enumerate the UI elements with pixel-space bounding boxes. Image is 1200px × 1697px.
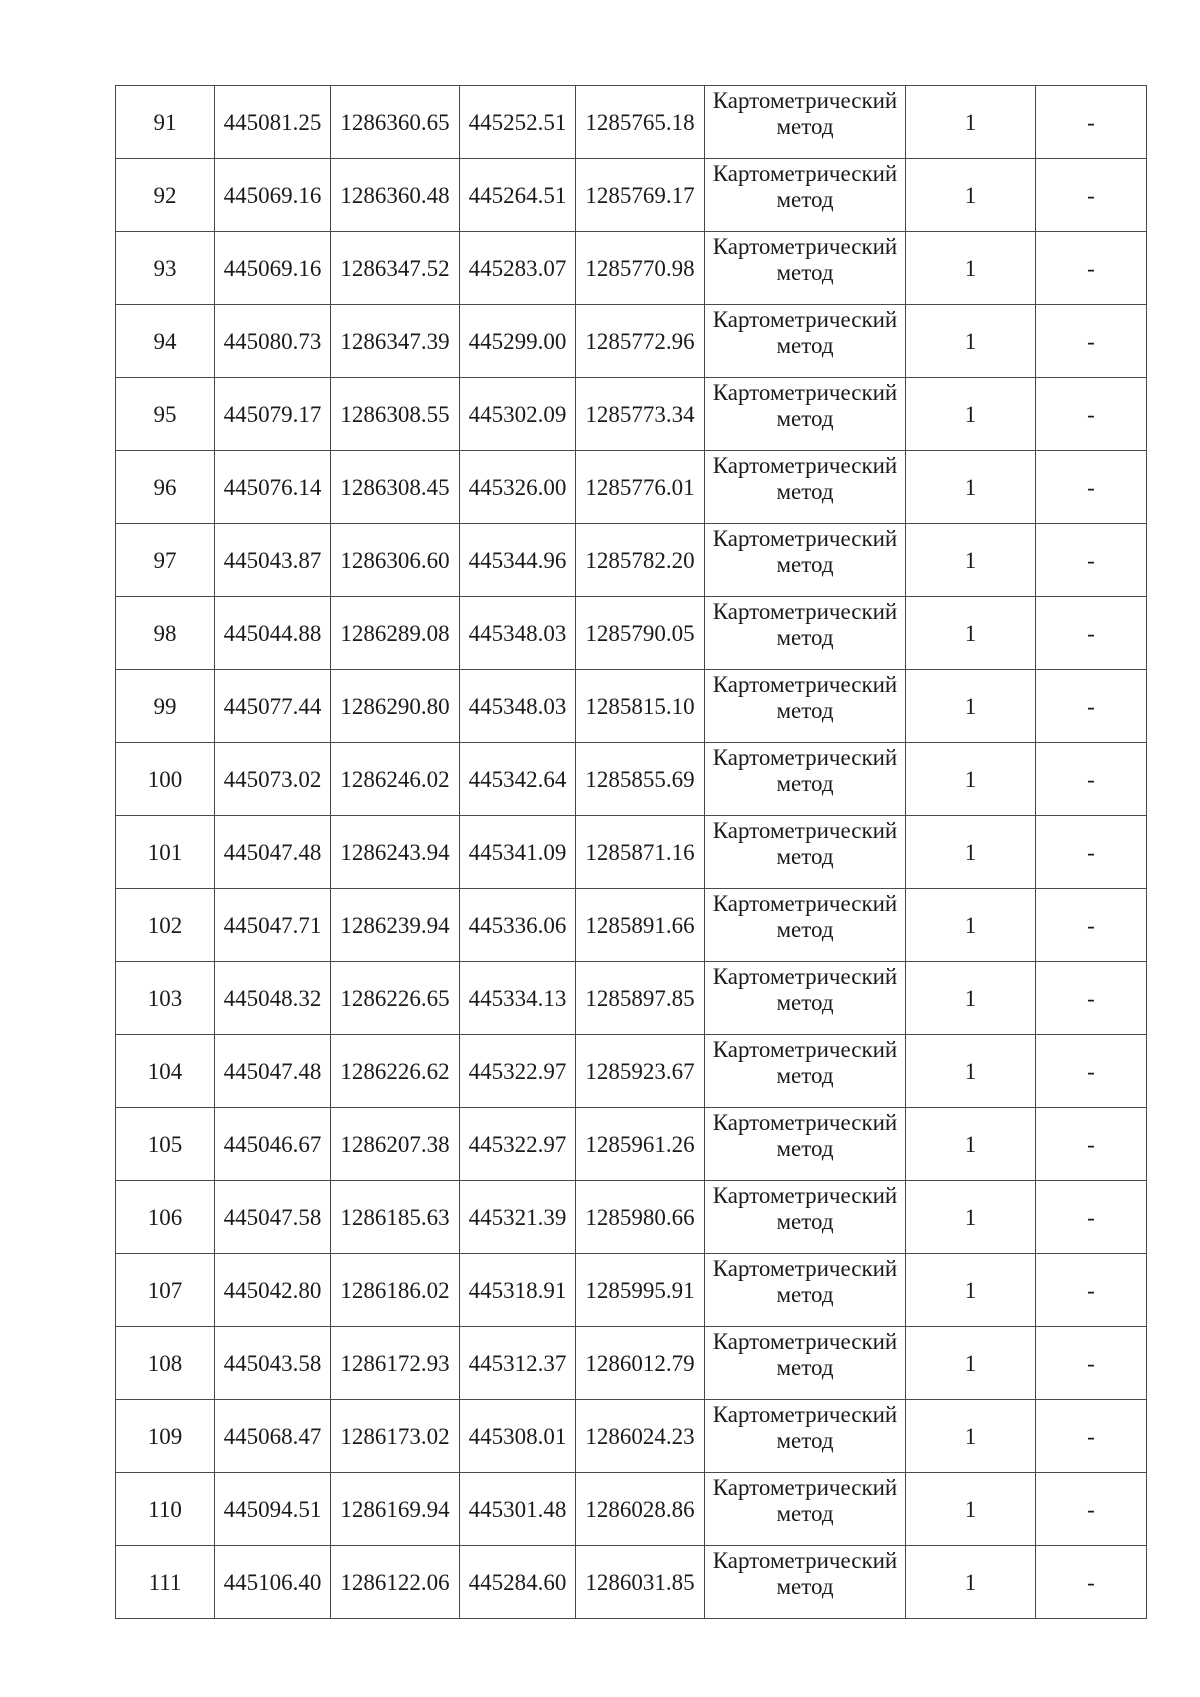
x-coordinate-cell: 445048.32 <box>215 962 331 1035</box>
x-coordinate-cell: 445080.73 <box>215 305 331 378</box>
point-number-cell: 93 <box>116 232 215 305</box>
point-number-cell: 104 <box>116 1035 215 1108</box>
accuracy-cell: 1 <box>906 597 1036 670</box>
table-row <box>116 1400 1147 1473</box>
point-number-cell: 96 <box>116 451 215 524</box>
table-row <box>116 1327 1147 1400</box>
method-line-1: Картометрический <box>712 1110 898 1135</box>
point-number-cell: 98 <box>116 597 215 670</box>
x-coordinate-cell: 445073.02 <box>215 743 331 816</box>
method-cell <box>705 378 906 451</box>
remark-cell: - <box>1036 1035 1147 1108</box>
method-line-1: Картометрический <box>712 1548 898 1573</box>
table-row <box>116 1546 1147 1619</box>
y2-coordinate-cell: 1286031.85 <box>576 1546 705 1619</box>
x-coordinate-cell: 445046.67 <box>215 1108 331 1181</box>
table-row <box>116 159 1147 232</box>
table-row <box>116 889 1147 962</box>
remark-cell: - <box>1036 305 1147 378</box>
method-line-2: метод <box>776 698 834 723</box>
method-line-1: Картометрический <box>712 818 898 843</box>
y2-coordinate-cell: 1285891.66 <box>576 889 705 962</box>
method-line-2: метод <box>776 406 834 431</box>
method-line-1: Картометрический <box>712 234 898 259</box>
remark-cell: - <box>1036 232 1147 305</box>
y-coordinate-cell: 1286186.02 <box>331 1254 460 1327</box>
method-line-1: Картометрический <box>712 1402 898 1427</box>
point-number-cell: 108 <box>116 1327 215 1400</box>
x-coordinate-cell: 445042.80 <box>215 1254 331 1327</box>
method-line-2: метод <box>776 1209 834 1234</box>
x2-coordinate-cell: 445344.96 <box>460 524 576 597</box>
x2-coordinate-cell: 445283.07 <box>460 232 576 305</box>
y-coordinate-cell: 1286173.02 <box>331 1400 460 1473</box>
x-coordinate-cell: 445081.25 <box>215 86 331 159</box>
method-line-2: метод <box>776 1063 834 1088</box>
remark-cell: - <box>1036 816 1147 889</box>
y-coordinate-cell: 1286243.94 <box>331 816 460 889</box>
table-row <box>116 962 1147 1035</box>
point-number-cell: 101 <box>116 816 215 889</box>
method-line-1: Картометрический <box>712 1183 898 1208</box>
remark-cell: - <box>1036 1400 1147 1473</box>
method-line-1: Картометрический <box>712 891 898 916</box>
method-line-1: Картометрический <box>712 1037 898 1062</box>
point-number-cell: 97 <box>116 524 215 597</box>
table-body <box>116 86 1147 1619</box>
point-number-cell: 105 <box>116 1108 215 1181</box>
y2-coordinate-cell: 1285765.18 <box>576 86 705 159</box>
method-cell <box>705 816 906 889</box>
x-coordinate-cell: 445047.48 <box>215 1035 331 1108</box>
y2-coordinate-cell: 1285773.34 <box>576 378 705 451</box>
x-coordinate-cell: 445043.87 <box>215 524 331 597</box>
table-row <box>116 451 1147 524</box>
x-coordinate-cell: 445077.44 <box>215 670 331 743</box>
remark-cell: - <box>1036 451 1147 524</box>
y2-coordinate-cell: 1285923.67 <box>576 1035 705 1108</box>
accuracy-cell: 1 <box>906 1473 1036 1546</box>
point-number-cell: 91 <box>116 86 215 159</box>
method-line-1: Картометрический <box>712 964 898 989</box>
x-coordinate-cell: 445047.71 <box>215 889 331 962</box>
remark-cell: - <box>1036 743 1147 816</box>
y-coordinate-cell: 1286207.38 <box>331 1108 460 1181</box>
method-line-2: метод <box>776 625 834 650</box>
x-coordinate-cell: 445106.40 <box>215 1546 331 1619</box>
y2-coordinate-cell: 1285776.01 <box>576 451 705 524</box>
x-coordinate-cell: 445047.58 <box>215 1181 331 1254</box>
x2-coordinate-cell: 445318.91 <box>460 1254 576 1327</box>
method-cell <box>705 86 906 159</box>
y2-coordinate-cell: 1285995.91 <box>576 1254 705 1327</box>
y-coordinate-cell: 1286308.55 <box>331 378 460 451</box>
remark-cell: - <box>1036 159 1147 232</box>
coordinates-table <box>115 85 1147 1619</box>
y2-coordinate-cell: 1286024.23 <box>576 1400 705 1473</box>
method-line-2: метод <box>776 260 834 285</box>
accuracy-cell: 1 <box>906 1035 1036 1108</box>
accuracy-cell: 1 <box>906 962 1036 1035</box>
method-cell <box>705 1546 906 1619</box>
method-line-2: метод <box>776 187 834 212</box>
table-row <box>116 86 1147 159</box>
method-line-2: метод <box>776 771 834 796</box>
y-coordinate-cell: 1286289.08 <box>331 597 460 670</box>
accuracy-cell: 1 <box>906 1546 1036 1619</box>
y-coordinate-cell: 1286290.80 <box>331 670 460 743</box>
table-row <box>116 1108 1147 1181</box>
remark-cell: - <box>1036 1108 1147 1181</box>
point-number-cell: 111 <box>116 1546 215 1619</box>
y-coordinate-cell: 1286360.48 <box>331 159 460 232</box>
method-line-2: метод <box>776 1136 834 1161</box>
method-line-1: Картометрический <box>712 453 898 478</box>
method-line-2: метод <box>776 1355 834 1380</box>
method-line-2: метод <box>776 1282 834 1307</box>
accuracy-cell: 1 <box>906 1108 1036 1181</box>
table-row <box>116 1181 1147 1254</box>
x2-coordinate-cell: 445312.37 <box>460 1327 576 1400</box>
x2-coordinate-cell: 445342.64 <box>460 743 576 816</box>
y-coordinate-cell: 1286169.94 <box>331 1473 460 1546</box>
y-coordinate-cell: 1286360.65 <box>331 86 460 159</box>
point-number-cell: 103 <box>116 962 215 1035</box>
accuracy-cell: 1 <box>906 378 1036 451</box>
y-coordinate-cell: 1286308.45 <box>331 451 460 524</box>
y-coordinate-cell: 1286306.60 <box>331 524 460 597</box>
remark-cell: - <box>1036 1546 1147 1619</box>
table-row <box>116 232 1147 305</box>
remark-cell: - <box>1036 1473 1147 1546</box>
method-line-2: метод <box>776 479 834 504</box>
x2-coordinate-cell: 445252.51 <box>460 86 576 159</box>
table-row <box>116 1035 1147 1108</box>
method-cell <box>705 1473 906 1546</box>
table-row <box>116 524 1147 597</box>
accuracy-cell: 1 <box>906 1254 1036 1327</box>
y-coordinate-cell: 1286246.02 <box>331 743 460 816</box>
method-line-1: Картометрический <box>712 745 898 770</box>
x-coordinate-cell: 445043.58 <box>215 1327 331 1400</box>
table-row <box>116 378 1147 451</box>
y-coordinate-cell: 1286185.63 <box>331 1181 460 1254</box>
accuracy-cell: 1 <box>906 159 1036 232</box>
x2-coordinate-cell: 445341.09 <box>460 816 576 889</box>
method-cell <box>705 305 906 378</box>
point-number-cell: 102 <box>116 889 215 962</box>
remark-cell: - <box>1036 378 1147 451</box>
y-coordinate-cell: 1286347.52 <box>331 232 460 305</box>
point-number-cell: 109 <box>116 1400 215 1473</box>
y-coordinate-cell: 1286226.65 <box>331 962 460 1035</box>
method-cell <box>705 597 906 670</box>
method-cell <box>705 1181 906 1254</box>
y2-coordinate-cell: 1285897.85 <box>576 962 705 1035</box>
remark-cell: - <box>1036 524 1147 597</box>
x-coordinate-cell: 445076.14 <box>215 451 331 524</box>
method-line-1: Картометрический <box>712 1256 898 1281</box>
y-coordinate-cell: 1286226.62 <box>331 1035 460 1108</box>
point-number-cell: 99 <box>116 670 215 743</box>
remark-cell: - <box>1036 1254 1147 1327</box>
method-cell <box>705 159 906 232</box>
method-line-2: метод <box>776 844 834 869</box>
method-line-1: Картометрический <box>712 1475 898 1500</box>
y2-coordinate-cell: 1285772.96 <box>576 305 705 378</box>
method-line-1: Картометрический <box>712 599 898 624</box>
accuracy-cell: 1 <box>906 86 1036 159</box>
method-cell <box>705 743 906 816</box>
accuracy-cell: 1 <box>906 451 1036 524</box>
remark-cell: - <box>1036 86 1147 159</box>
table-row <box>116 816 1147 889</box>
method-cell <box>705 1254 906 1327</box>
accuracy-cell: 1 <box>906 816 1036 889</box>
method-cell <box>705 962 906 1035</box>
method-cell <box>705 451 906 524</box>
y-coordinate-cell: 1286347.39 <box>331 305 460 378</box>
accuracy-cell: 1 <box>906 889 1036 962</box>
accuracy-cell: 1 <box>906 1400 1036 1473</box>
x-coordinate-cell: 445094.51 <box>215 1473 331 1546</box>
x2-coordinate-cell: 445308.01 <box>460 1400 576 1473</box>
y2-coordinate-cell: 1285961.26 <box>576 1108 705 1181</box>
x2-coordinate-cell: 445264.51 <box>460 159 576 232</box>
y-coordinate-cell: 1286239.94 <box>331 889 460 962</box>
method-cell <box>705 670 906 743</box>
point-number-cell: 94 <box>116 305 215 378</box>
x-coordinate-cell: 445079.17 <box>215 378 331 451</box>
x2-coordinate-cell: 445348.03 <box>460 670 576 743</box>
point-number-cell: 92 <box>116 159 215 232</box>
point-number-cell: 106 <box>116 1181 215 1254</box>
method-line-1: Картометрический <box>712 526 898 551</box>
point-number-cell: 107 <box>116 1254 215 1327</box>
method-line-1: Картометрический <box>712 307 898 332</box>
accuracy-cell: 1 <box>906 670 1036 743</box>
x-coordinate-cell: 445044.88 <box>215 597 331 670</box>
remark-cell: - <box>1036 889 1147 962</box>
method-line-2: метод <box>776 1574 834 1599</box>
method-line-2: метод <box>776 1501 834 1526</box>
point-number-cell: 100 <box>116 743 215 816</box>
method-cell <box>705 1400 906 1473</box>
remark-cell: - <box>1036 670 1147 743</box>
method-cell <box>705 232 906 305</box>
point-number-cell: 95 <box>116 378 215 451</box>
method-line-2: метод <box>776 552 834 577</box>
accuracy-cell: 1 <box>906 743 1036 816</box>
remark-cell: - <box>1036 1327 1147 1400</box>
x2-coordinate-cell: 445301.48 <box>460 1473 576 1546</box>
x2-coordinate-cell: 445284.60 <box>460 1546 576 1619</box>
method-cell <box>705 524 906 597</box>
method-cell <box>705 1108 906 1181</box>
method-line-1: Картометрический <box>712 1329 898 1354</box>
y-coordinate-cell: 1286122.06 <box>331 1546 460 1619</box>
x-coordinate-cell: 445069.16 <box>215 159 331 232</box>
accuracy-cell: 1 <box>906 524 1036 597</box>
method-line-1: Картометрический <box>712 88 898 113</box>
y2-coordinate-cell: 1285790.05 <box>576 597 705 670</box>
x-coordinate-cell: 445068.47 <box>215 1400 331 1473</box>
method-line-1: Картометрический <box>712 161 898 186</box>
x2-coordinate-cell: 445322.97 <box>460 1108 576 1181</box>
y2-coordinate-cell: 1285871.16 <box>576 816 705 889</box>
x2-coordinate-cell: 445336.06 <box>460 889 576 962</box>
x-coordinate-cell: 445069.16 <box>215 232 331 305</box>
method-cell <box>705 1035 906 1108</box>
remark-cell: - <box>1036 597 1147 670</box>
x2-coordinate-cell: 445321.39 <box>460 1181 576 1254</box>
x2-coordinate-cell: 445302.09 <box>460 378 576 451</box>
x-coordinate-cell: 445047.48 <box>215 816 331 889</box>
method-line-2: метод <box>776 1428 834 1453</box>
y-coordinate-cell: 1286172.93 <box>331 1327 460 1400</box>
x2-coordinate-cell: 445299.00 <box>460 305 576 378</box>
accuracy-cell: 1 <box>906 305 1036 378</box>
y2-coordinate-cell: 1285855.69 <box>576 743 705 816</box>
x2-coordinate-cell: 445326.00 <box>460 451 576 524</box>
accuracy-cell: 1 <box>906 1327 1036 1400</box>
y2-coordinate-cell: 1285980.66 <box>576 1181 705 1254</box>
remark-cell: - <box>1036 962 1147 1035</box>
y2-coordinate-cell: 1286028.86 <box>576 1473 705 1546</box>
method-line-1: Картометрический <box>712 380 898 405</box>
y2-coordinate-cell: 1285769.17 <box>576 159 705 232</box>
y2-coordinate-cell: 1285782.20 <box>576 524 705 597</box>
x2-coordinate-cell: 445348.03 <box>460 597 576 670</box>
table-row <box>116 1473 1147 1546</box>
y2-coordinate-cell: 1286012.79 <box>576 1327 705 1400</box>
table-row <box>116 743 1147 816</box>
x2-coordinate-cell: 445322.97 <box>460 1035 576 1108</box>
y2-coordinate-cell: 1285815.10 <box>576 670 705 743</box>
method-cell <box>705 889 906 962</box>
method-line-2: метод <box>776 333 834 358</box>
method-line-2: метод <box>776 114 834 139</box>
y2-coordinate-cell: 1285770.98 <box>576 232 705 305</box>
accuracy-cell: 1 <box>906 232 1036 305</box>
method-line-2: метод <box>776 990 834 1015</box>
method-cell <box>705 1327 906 1400</box>
table-row <box>116 597 1147 670</box>
accuracy-cell: 1 <box>906 1181 1036 1254</box>
remark-cell: - <box>1036 1181 1147 1254</box>
table-row <box>116 1254 1147 1327</box>
point-number-cell: 110 <box>116 1473 215 1546</box>
table-row <box>116 670 1147 743</box>
method-line-1: Картометрический <box>712 672 898 697</box>
table-row <box>116 305 1147 378</box>
x2-coordinate-cell: 445334.13 <box>460 962 576 1035</box>
method-line-2: метод <box>776 917 834 942</box>
